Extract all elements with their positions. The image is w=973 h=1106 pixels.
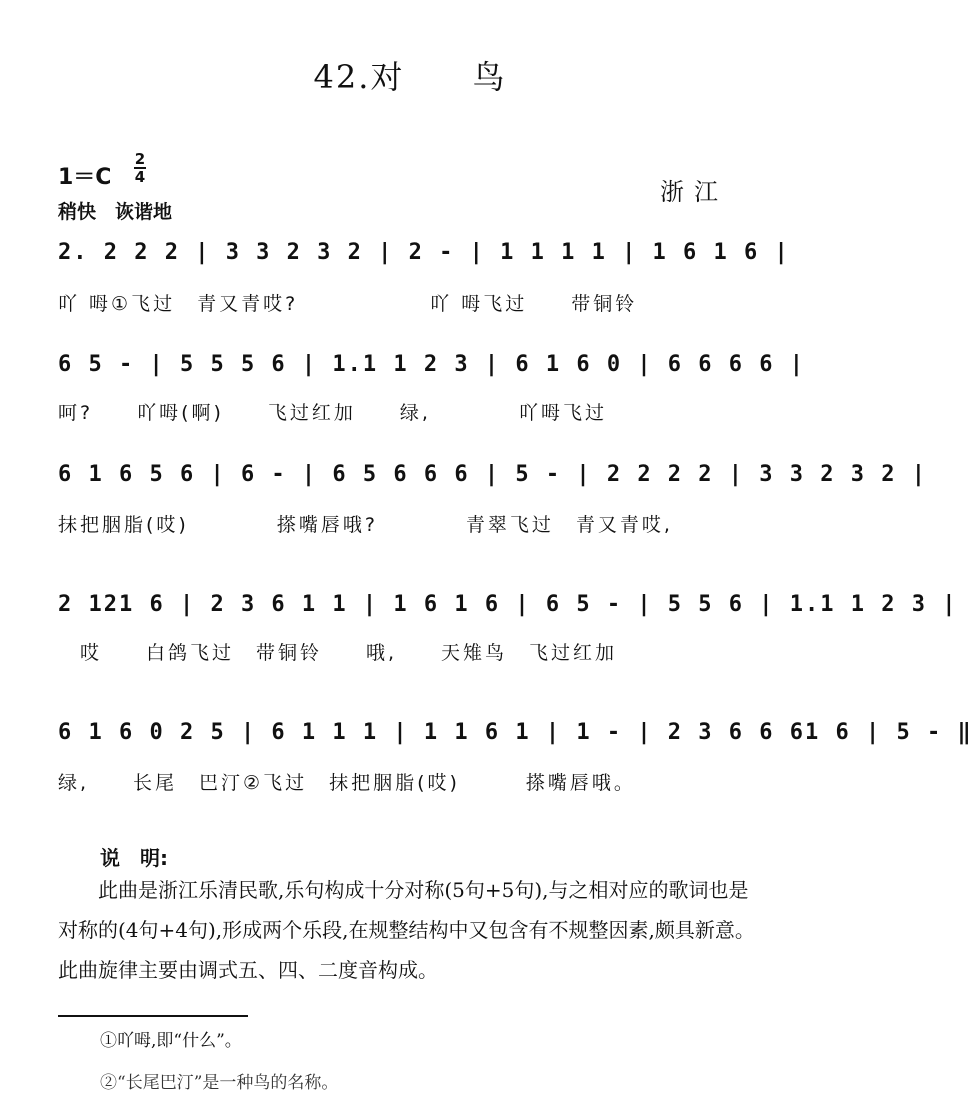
footnote-1: ①吖呣,即“什么”。 xyxy=(100,1031,242,1051)
region-label: 浙江 xyxy=(660,178,728,206)
lyric-line-4: 哎 白鸽飞过 带铜铃 哦, 天雉鸟 飞过红加 xyxy=(58,642,618,664)
staff-line-3: 6 1 6 5 6 | 6 - | 6 5 6 6 6 | 5 - | 2 2 2 2 | 3 3 2 3 2 | xyxy=(58,462,927,487)
tempo-marking: 稍快 诙谐地 xyxy=(58,201,173,223)
time-signature xyxy=(134,152,146,184)
key-signature: 1＝C xyxy=(58,165,112,190)
footnote-divider xyxy=(58,1015,248,1017)
time-signature-bottom: 4 xyxy=(134,168,146,186)
staff-line-1: 2. 2 2 2 | 3 3 2 3 2 | 2 - | 1 1 1 1 | 1 6 1 6 | xyxy=(58,240,790,265)
lyric-line-5: 绿, 长尾 巴汀②飞过 抹把胭脂(哎) 搽嘴唇哦。 xyxy=(58,772,636,794)
footnote-2: ②“长尾巴汀”是一种鸟的名称。 xyxy=(100,1073,339,1093)
time-signature-top: 2 xyxy=(134,150,146,168)
page-title: 42.对 鸟 xyxy=(313,58,507,96)
staff-line-5: 6 1 6 0 2 5 | 6 1 1 1 | 1 1 6 1 | 1 - | 2 3 6 6 61 6 | 5 - ‖ xyxy=(58,720,973,745)
explanation-text: 此曲是浙江乐清民歌,乐句构成十分对称(5句+5句),与之相对应的歌词也是对称的(4句+4句),形成两个乐段,在规整结构中又包含有不规整因素,颇具新意。此曲旋律主要由调式五、四、二度音构成。 xyxy=(58,878,755,982)
explanation-heading: 说 明: xyxy=(100,846,168,870)
lyric-line-3: 抹把胭脂(哎) 搽嘴唇哦? 青翠飞过 青又青哎, xyxy=(58,514,673,536)
staff-line-4: 2 121 6 | 2 3 6 1 1 | 1 6 1 6 | 6 5 - | 5 5 6 | 1.1 1 2 3 | xyxy=(58,592,958,617)
lyric-line-1: 吖 呣①飞过 青又青哎? 吖 呣飞过 带铜铃 xyxy=(58,293,638,315)
lyric-line-2: 呵? 吖呣(啊) 飞过红加 绿, 吖呣飞过 xyxy=(58,402,607,424)
staff-line-2: 6 5 - | 5 5 5 6 | 1.1 1 2 3 | 6 1 6 0 | 6 6 6 6 | xyxy=(58,352,806,377)
